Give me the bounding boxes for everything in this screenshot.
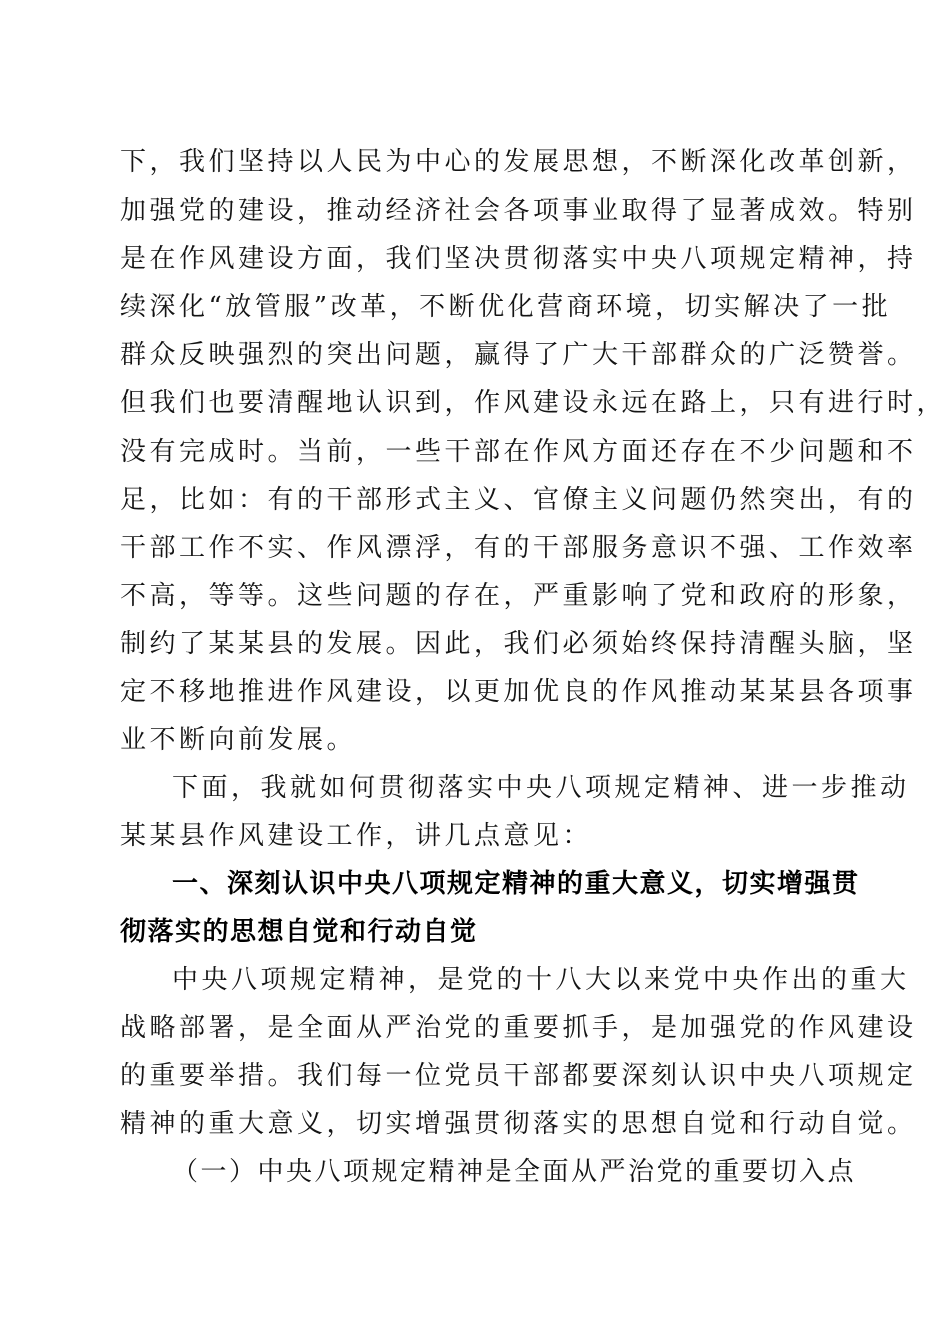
- body-text-line: 但我们也要清醒地认识到，作风建设永远在路上，只有进行时，: [120, 388, 947, 418]
- body-text-line: 不高，等等。这些问题的存在，严重影响了党和政府的形象，: [120, 581, 917, 611]
- body-text-line: 的重要举措。我们每一位党员干部都要深刻认识中央八项规定: [120, 1061, 917, 1091]
- section-heading-line: 彻落实的思想自觉和行动自觉: [120, 917, 478, 947]
- body-text-line: 精神的重大意义，切实增强贯彻落实的思想自觉和行动自觉。: [120, 1109, 917, 1139]
- paragraph-first-line: 下面，我就如何贯彻落实中央八项规定精神、进一步推动: [172, 773, 910, 803]
- body-text-line: 没有完成时。当前，一些干部在作风方面还存在不少问题和不: [120, 437, 917, 467]
- body-text-line: 业不断向前发展。: [120, 725, 357, 755]
- body-text-line: 干部工作不实、作风漂浮，有的干部服务意识不强、工作效率: [120, 533, 917, 563]
- body-text-line: 制约了某某县的发展。因此，我们必须始终保持清醒头脑，坚: [120, 629, 917, 659]
- body-text-line: 是在作风建设方面，我们坚决贯彻落实中央八项规定精神，持: [120, 244, 917, 274]
- paragraph-first-line: 中央八项规定精神，是党的十八大以来党中央作出的重大: [172, 965, 910, 995]
- body-text-line: 下，我们坚持以人民为中心的发展思想，不断深化改革创新，: [120, 147, 917, 177]
- body-text-line: 战略部署，是全面从严治党的重要抓手，是加强党的作风建设: [120, 1013, 917, 1043]
- body-text-line: 加强党的建设，推动经济社会各项事业取得了显著成效。特别: [120, 196, 917, 226]
- section-heading-line: 一、深刻认识中央八项规定精神的重大意义，切实增强贯: [172, 869, 860, 899]
- body-text-line: 足，比如：有的干部形式主义、官僚主义问题仍然突出，有的: [120, 485, 917, 515]
- body-text-line: 某某县作风建设工作，讲几点意见：: [120, 821, 593, 851]
- body-text-line: 续深化“放管服”改革，不断优化营商环境，切实解决了一批: [120, 292, 892, 322]
- body-text-line: 群众反映强烈的突出问题，赢得了广大干部群众的广泛赞誉。: [120, 340, 917, 370]
- body-text-line: 定不移地推进作风建设，以更加优良的作风推动某某县各项事: [120, 677, 917, 707]
- subsection-heading-line: （一）中央八项规定精神是全面从严治党的重要切入点: [172, 1157, 857, 1187]
